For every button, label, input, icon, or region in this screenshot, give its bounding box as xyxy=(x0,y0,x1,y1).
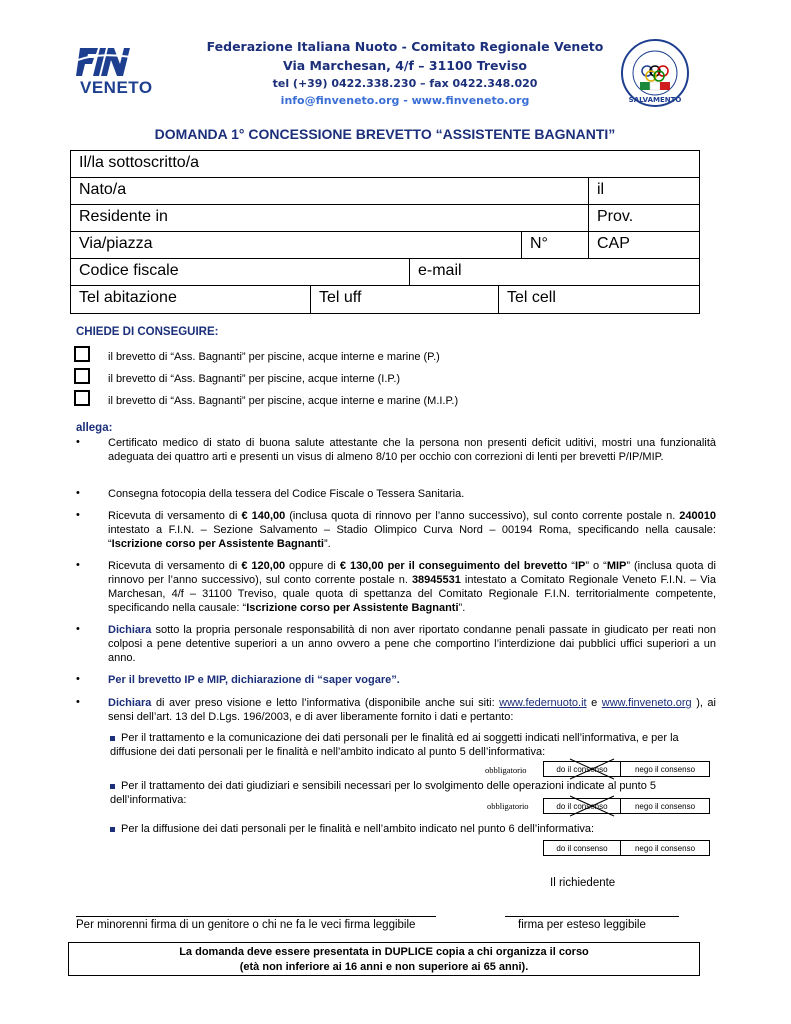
field-label: Residente in xyxy=(79,208,168,225)
brevetto-code: IP xyxy=(574,560,586,572)
bullet: • xyxy=(76,696,80,708)
footer-line-2: (età non inferiore ai 16 anni e non superiore ai 65 anni). xyxy=(239,961,529,973)
bullet: • xyxy=(76,673,80,685)
text: ”. xyxy=(458,602,466,614)
field-residente[interactable] xyxy=(70,204,589,232)
field-label: Tel uff xyxy=(319,289,362,306)
text: Ricevuta di versamento di xyxy=(108,510,242,522)
allega-item-3 xyxy=(108,509,716,551)
org-address: Via Marchesan, 4/f – 31100 Treviso xyxy=(283,58,527,73)
field-nato[interactable] xyxy=(70,177,589,205)
checkbox-brevetto-mip[interactable] xyxy=(74,390,90,406)
consenso-1-text xyxy=(110,731,710,759)
field-prov[interactable] xyxy=(588,204,700,232)
firma-esteso-label: firma per esteso leggibile xyxy=(518,919,646,931)
text: ), ai sensi dell’art. 13 del D.Lgs. 196/2003, e di aver liberamente fornito i dati e pertanto: xyxy=(108,697,716,723)
text: sotto la propria personale responsabilità di non aver riportato condanne penali passate in giudicato per reati non colposi a pene detentive superiori a un anno ovvero a pene che comportino l’interdizione dai pubblici uffici superiori a un anno. xyxy=(108,624,716,664)
text: ” o “ xyxy=(585,560,607,572)
square-bullet-icon xyxy=(110,827,115,832)
salvamento-seal xyxy=(620,38,690,108)
consenso-2-do[interactable]: do il consenso xyxy=(544,799,621,813)
allega-item-7 xyxy=(108,696,716,724)
text: Ricevuta di versamento di xyxy=(108,560,242,572)
text: e xyxy=(586,697,602,709)
text: Per la diffusione dei dati personali per le finalità e nell’ambito indicato nel punto 6 dell’informativa: xyxy=(121,823,595,835)
field-label: Via/piazza xyxy=(79,235,153,252)
field-label: il xyxy=(597,181,605,198)
account-number: 240010 xyxy=(679,510,716,522)
field-tel-cell[interactable] xyxy=(498,285,700,314)
checkbox-brevetto-p[interactable] xyxy=(74,346,90,362)
causale: Iscrizione corso per Assistente Bagnanti xyxy=(111,538,324,550)
account-number: 38945531 xyxy=(411,574,461,586)
field-label: Tel abitazione xyxy=(79,289,177,306)
org-name: Federazione Italiana Nuoto - Comitato Regionale Veneto xyxy=(206,39,604,54)
amount: € 130,00 per il conseguimento del brevetto xyxy=(339,560,568,572)
field-label: Nato/a xyxy=(79,181,127,198)
square-bullet-icon xyxy=(110,736,115,741)
text: Per il trattamento e la comunicazione dei dati personali per le finalità ed ai soggetti indicati nell’informativa, e per la diffusione dei dati personali per le finalità e nell’ambito indicato al punto 5 dell’informativa: xyxy=(110,732,679,758)
text: ”. xyxy=(324,538,331,550)
consenso-3-nego[interactable]: nego il consenso xyxy=(634,843,696,853)
field-label: Prov. xyxy=(597,208,634,225)
consenso-3-text xyxy=(110,822,710,836)
field-label: Codice fiscale xyxy=(79,262,179,279)
link-federnuoto[interactable]: www.federnuoto.it xyxy=(499,697,587,709)
bullet: • xyxy=(76,623,80,635)
footer-notice xyxy=(68,942,700,976)
fin-logo xyxy=(76,44,136,78)
text: “ xyxy=(567,560,575,572)
field-data-nascita[interactable] xyxy=(588,177,700,205)
field-numero[interactable] xyxy=(521,231,589,259)
consenso-2-nego[interactable]: nego il consenso xyxy=(634,801,696,811)
allega-item-2: Consegna fotocopia della tessera del Codice Fiscale o Tessera Sanitaria. xyxy=(108,488,465,500)
checkbox-brevetto-ip[interactable] xyxy=(74,368,90,384)
allega-item-4 xyxy=(108,559,716,615)
allega-item-1: Certificato medico di stato di buona salute attestante che la persona non presenti deficit uditivi, mostri una funzionalità adeguata dei quattro arti e presenti un visus di almeno 8/10 per occhio con correzioni di lenti per brevetti P/IP/MIP. xyxy=(108,437,716,463)
logo-veneto-text: VENETO xyxy=(80,78,153,97)
signature-line-richiedente[interactable] xyxy=(505,916,679,917)
field-label: CAP xyxy=(597,235,630,252)
field-codice-fiscale[interactable] xyxy=(70,258,410,286)
dichiara-label: Dichiara xyxy=(108,697,152,709)
text: di aver preso visione e letto l’informativa (disponibile anche sui siti: xyxy=(151,697,500,709)
text: ” (inclusa quota di rinnovo per l’anno successivo), sul conto corrente postale n. xyxy=(108,560,716,586)
chiede-heading: CHIEDE DI CONSEGUIRE: xyxy=(76,326,219,338)
obbligatorio-label: obbligatorio xyxy=(487,801,529,811)
field-label: N° xyxy=(530,235,548,252)
cross-mark-icon xyxy=(568,757,616,781)
allega-heading: allega: xyxy=(76,422,113,434)
salvamento-seal-icon xyxy=(620,38,690,108)
consenso-1-do[interactable]: do il consenso xyxy=(544,762,621,776)
text: Per il trattamento dei dati giudiziari e sensibili necessari per lo svolgimento delle operazioni indicate al punto 5 dell’informativa: xyxy=(110,780,657,806)
obbligatorio-label: obbligatorio xyxy=(485,765,527,775)
org-phone: tel (+39) 0422.338.230 – fax 0422.348.020 xyxy=(272,77,538,90)
consenso-1-nego[interactable]: nego il consenso xyxy=(634,764,696,774)
text: (inclusa quota di rinnovo per l’anno successivo), sul conto corrente postale n. xyxy=(285,510,680,522)
brevetto-code: MIP xyxy=(606,560,627,572)
text: intestato a F.I.N. – Sezione Salvamento – Stadio Olimpico Curva Nord – 00194 Roma, specificando nella causale: “ xyxy=(108,524,716,550)
consenso-3-do[interactable]: do il consenso xyxy=(544,841,621,855)
field-tel-uff[interactable] xyxy=(310,285,499,314)
amount: € 120,00 xyxy=(241,560,286,572)
text: oppure di xyxy=(285,560,340,572)
allega-item-5 xyxy=(108,623,716,665)
field-via[interactable] xyxy=(70,231,522,259)
field-tel-abitazione[interactable] xyxy=(70,285,311,314)
richiedente-label: Il richiedente xyxy=(550,877,616,889)
cross-mark-icon xyxy=(568,794,616,818)
amount: € 140,00 xyxy=(241,510,286,522)
option-brevetto-mip: il brevetto di “Ass. Bagnanti” per piscine, acque interne e marine (M.I.P.) xyxy=(108,395,459,407)
consenso-3-options xyxy=(543,840,710,856)
bullet: • xyxy=(76,509,80,521)
footer-line-1: La domanda deve essere presentata in DUPLICE copia a chi organizza il corso xyxy=(179,946,589,958)
firma-minorenni-label: Per minorenni firma di un genitore o chi ne fa le veci firma leggibile xyxy=(76,919,416,931)
field-label: e-mail xyxy=(418,262,462,279)
text: intestato a Comitato Regionale Veneto F.I.N. – Via Marchesan, 4/f – 31100 Treviso, quale quota di spettanza del Comitato Regionale F.I.N. territorialmente competente, specificando nella causale: “ xyxy=(108,574,716,614)
field-cap[interactable] xyxy=(588,231,700,259)
causale: Iscrizione corso per Assistente Bagnanti xyxy=(246,602,459,614)
signature-line-genitore[interactable] xyxy=(76,916,436,917)
allega-item-6: Per il brevetto IP e MIP, dichiarazione di “saper vogare”. xyxy=(108,674,400,686)
bullet: • xyxy=(76,559,80,571)
dichiara-label: Dichiara xyxy=(108,624,152,636)
square-bullet-icon xyxy=(110,784,115,789)
field-sottoscritto[interactable] xyxy=(70,150,700,178)
svg-text:SALVAMENTO: SALVAMENTO xyxy=(628,96,682,104)
field-email[interactable] xyxy=(409,258,700,286)
bullet: • xyxy=(76,487,80,499)
org-contact: info@finveneto.org - www.finveneto.org xyxy=(280,94,530,107)
option-brevetto-ip: il brevetto di “Ass. Bagnanti” per piscine, acque interne (I.P.) xyxy=(108,373,401,385)
bullet: • xyxy=(76,436,80,448)
page-title: DOMANDA 1° CONCESSIONE BREVETTO “ASSISTENTE BAGNANTI” xyxy=(154,126,616,142)
fin-logo-mark-icon xyxy=(76,44,138,78)
field-label: Il/la sottoscritto/a xyxy=(79,154,200,171)
link-finveneto[interactable]: www.finveneto.org xyxy=(601,697,692,709)
field-label: Tel cell xyxy=(507,289,556,306)
option-brevetto-p: il brevetto di “Ass. Bagnanti” per piscine, acque interne e marine (P.) xyxy=(108,351,440,363)
